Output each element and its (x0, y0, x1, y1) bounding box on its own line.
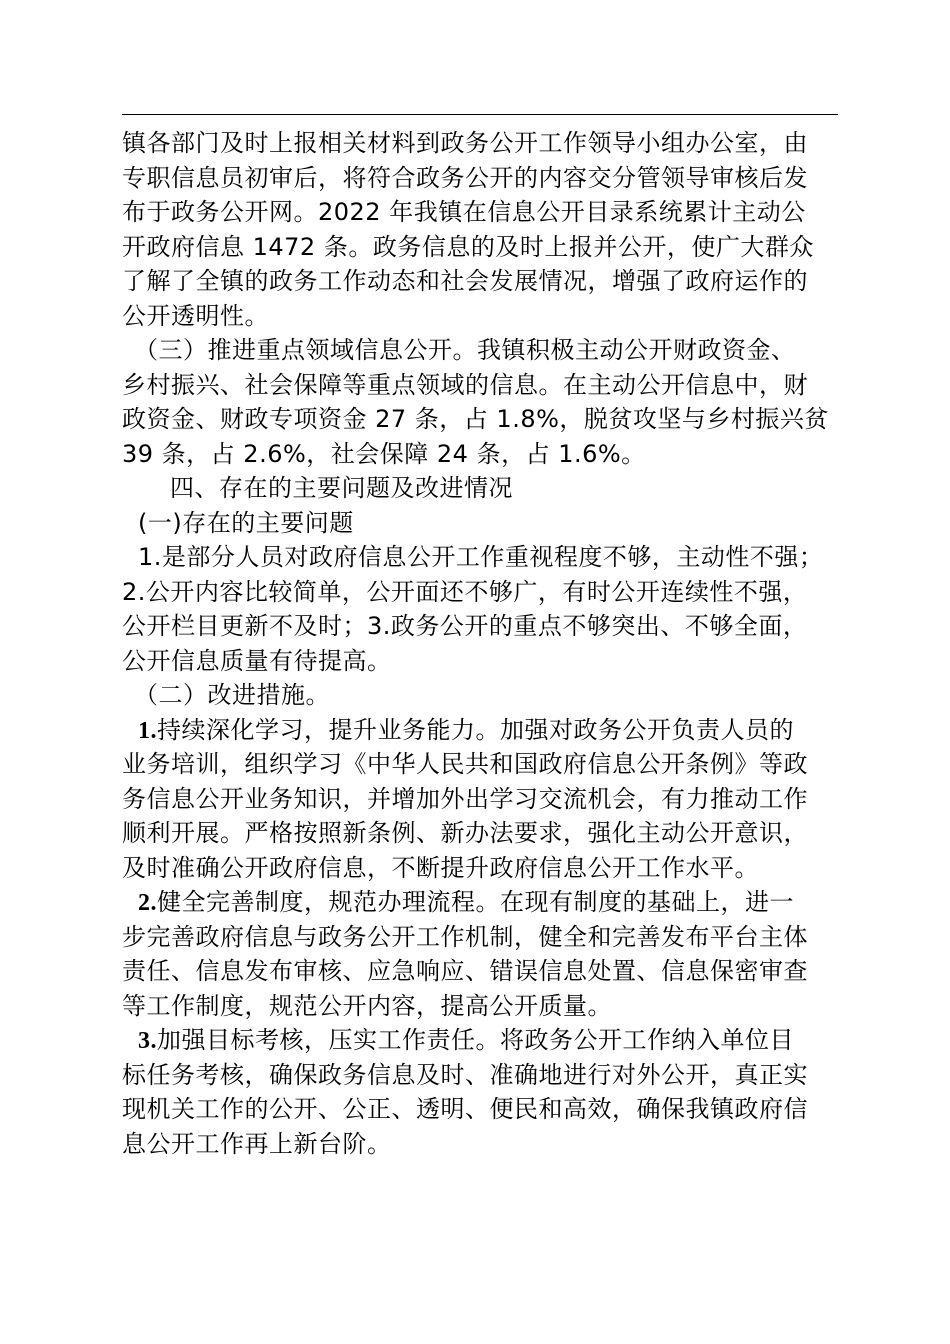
paragraph-line: 标任务考核，确保政务信息及时、准确地进行对外公开，真正实 (122, 1060, 808, 1089)
header-rule (122, 114, 838, 115)
paragraph-line: 息公开工作再上新台阶。 (122, 1129, 392, 1158)
paragraph-line: 39 条，占 2.6%，社会保障 24 条，占 1.6%。 (122, 439, 646, 468)
paragraph-line: 政资金、财政专项资金 27 条，占 1.8%，脱贫攻坚与乡村振兴贫 (122, 405, 829, 433)
measure-number: 3. (138, 1028, 157, 1054)
measure-number: 1. (138, 717, 157, 744)
paragraph-line: 公开信息质量有待提高。 (122, 646, 392, 675)
paragraph-line: 步完善政府信息与政务公开工作机制，健全和完善发布平台主体 (122, 922, 808, 951)
paragraph-line: 及时准确公开政府信息，不断提升政府信息公开工作水平。 (122, 853, 759, 882)
paragraph-line: 开政府信息 1472 条。政务信息的及时上报并公开，使广大群众 (122, 232, 814, 261)
paragraph-line: 等工作制度，规范公开内容，提高公开质量。 (122, 991, 612, 1020)
measure-text: 持续深化学习，提升业务能力。加强对政务公开负责人员的 (157, 715, 794, 744)
paragraph-line: 业务培训，组织学习《中华人民共和国政府信息公开条例》等政 (122, 750, 808, 778)
paragraph-line: 务信息公开业务知识，并增加外出学习交流机会，有力推动工作 (122, 784, 808, 813)
paragraph-line: 责任、信息发布审核、应急响应、错误信息处置、信息保密审查 (122, 957, 808, 985)
paragraph-line: 专职信息员初审后，将符合政务公开的内容交分管领导审核后发 (122, 163, 808, 192)
paragraph-line: 公开栏目更新不及时；3.政务公开的重点不够突出、不够全面， (122, 612, 808, 640)
paragraph-line: （三）推进重点领域信息公开。我镇积极主动公开财政资金、 (134, 336, 796, 364)
document-body (122, 126, 862, 1161)
paragraph-line: 2.公开内容比较简单，公开面还不够广，有时公开连续性不强， (122, 577, 808, 606)
measure-text: 加强目标考核，压实工作责任。将政务公开工作纳入单位目 (157, 1026, 794, 1054)
subsection-heading: (一)存在的主要问题 (138, 508, 354, 537)
paragraph-line: 现机关工作的公开、公正、透明、便民和高效，确保我镇政府信 (122, 1095, 808, 1123)
measure-line (122, 713, 862, 748)
measure-line (122, 1023, 862, 1058)
paragraph-line: 镇各部门及时上报相关材料到政务公开工作领导小组办公室，由 (122, 129, 808, 157)
paragraph-line: 1.是部分人员对政府信息公开工作重视程度不够，主动性不强； (138, 543, 824, 571)
paragraph-line: 布于政务公开网。2022 年我镇在信息公开目录系统累计主动公 (122, 198, 806, 226)
section-heading: 四、存在的主要问题及改进情况 (170, 474, 513, 502)
measure-line (122, 885, 862, 920)
measure-number: 2. (138, 890, 157, 916)
paragraph-line: 公开透明性。 (122, 301, 269, 330)
paragraph-line: 乡村振兴、社会保障等重点领域的信息。在主动公开信息中，财 (122, 370, 808, 399)
paragraph-line: 了解了全镇的政务工作动态和社会发展情况，增强了政府运作的 (122, 267, 808, 295)
paragraph-line: 顺利开展。严格按照新条例、新办法要求，强化主动公开意识， (122, 819, 808, 847)
measure-text: 健全完善制度，规范办理流程。在现有制度的基础上，进一 (157, 888, 794, 916)
subsection-heading: （二）改进措施。 (134, 681, 330, 709)
